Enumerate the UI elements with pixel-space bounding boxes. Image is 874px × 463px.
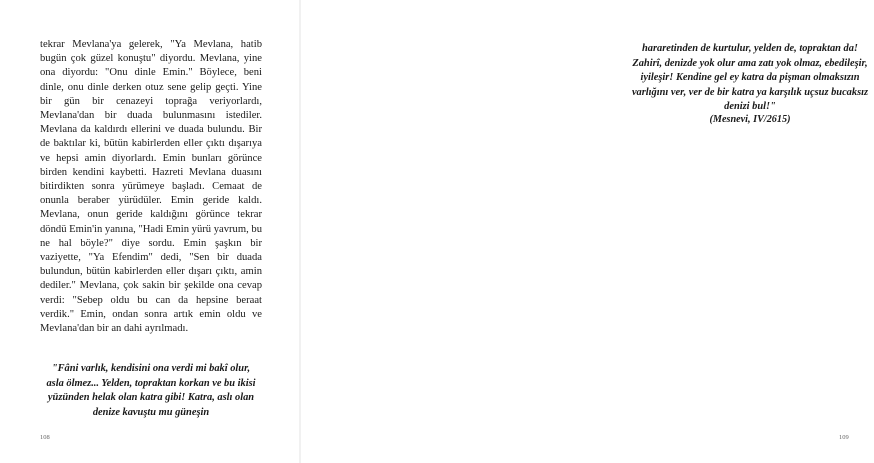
left-page — [0, 0, 300, 463]
left-page-quote: "Fâni varlık, kendisini ona verdi mi bakî olur, asla ölmez... Yelden, topraktan korkan ve bu ikisi yüzünden helak olan katra gibi! Katra, aslı olan denize kavuştu mu güneşin — [46, 363, 256, 418]
right-page-quote: hararetinden de kurtulur, yelden de, topraktan da! Zahirî, denizde yok olur ama zatı yok olmaz, ebedileşir, iyileşir! Kendine gel ey katra da pişman olmaksızın varlığını ver, ver de bir katra ya karşılık uçsuz bucaksız denizi bul!" — [631, 43, 869, 113]
quote-citation: (Mesnevi, IV/2615) — [709, 114, 791, 125]
left-page-paragraph: tekrar Mevlana'ya gelerek, "Ya Mevlana, hatib bugün çok güzel konuştu" diyordu. Mevlana, yine ona diyordu: "Onu dinle Emin." Böylece, beni dinle, onu dinle derken otuz sene gelip geçti. Yine bir gün bir cenazeyi toprağa veriyorlardı, Mevlana'dan bir duada bulunmasını istediler. Mevlana da kaldırdı ellerini ve duada bulundu. Bir de baktılar ki, bütün kabirlerden eller çıktı dışarıya ve hepsi amin diyorlardı. Emin bunları görünce birden kendini kaybetti. Hazreti Mevlana duasını bitirdikten sonra yürümeye başladı. Cemaat de onunla beraber yürüdüler. Emin geride kaldı. Mevlana, onun geride kaldığını görünce tekrar döndü Emin'in yanına, "Hadi Emin yürü yavrum, bu ne hal böyle?" diye sordu. Emin şaşkın bir vaziyette, "Ya Efendim" dedi, "Sen bir duada bulundun, bütün kabirlerden eller dışarı çıktı, amin dediler." Mevlana, çok sakin bir şekilde ona cevap verdi: "Sebep oldu bu can da hepsine beraat verdik." Emin, ondan sonra artık emin oldu ve Mevlana'dan bir an dahi ayrılmadı. — [40, 39, 262, 335]
right-page — [300, 0, 869, 463]
left-page-number: 108 — [40, 434, 50, 441]
right-page-number: 109 — [839, 434, 849, 441]
